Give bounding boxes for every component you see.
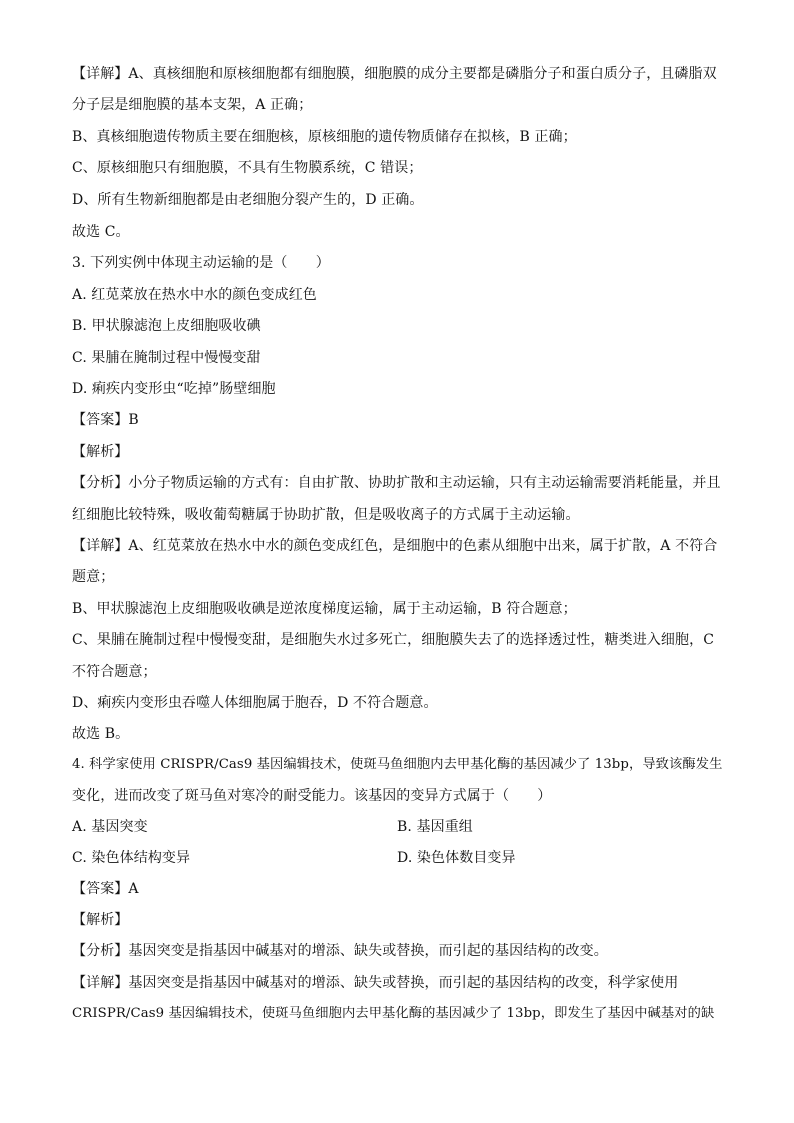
question-3-detail-d: D、痢疾内变形虫吞噬人体细胞属于胞吞，D 不符合题意。 [72, 695, 438, 711]
question-3-detail-a-line-2: 题意； [72, 569, 115, 585]
q2-conclusion: 故选 C。 [72, 224, 130, 240]
detail-q2-option-b: B、真核细胞遗传物质主要在细胞核，原核细胞的遗传物质储存在拟核，B 正确； [72, 129, 577, 145]
question-3-detail-c-line-2: 不符合题意； [72, 664, 157, 680]
question-4-analysis-heading: 【解析】 [72, 912, 129, 928]
question-3-option-a: A. 红苋菜放在热水中水的颜色变成红色 [72, 287, 317, 303]
question-4-option-d: D. 染色体数目变异 [397, 850, 516, 866]
question-3-conclusion: 故选 B。 [72, 726, 130, 742]
detail-q2-line-1: 【详解】A、真核细胞和原核细胞都有细胞膜，细胞膜的成分主要都是磷脂分子和蛋白质分子，且磷脂双 [72, 66, 717, 82]
question-4-stem-line-1: 4. 科学家使用 CRISPR/Cas9 基因编辑技术，使斑马鱼细胞内去甲基化酶的基因减少了 13bp，导致该酶发生 [72, 757, 723, 772]
question-3-analysis-line-1: 【分析】小分子物质运输的方式有：自由扩散、协助扩散和主动运输，只有主动运输需要消耗能量，并且 [72, 475, 721, 491]
question-4-option-a: A. 基因突变 [72, 819, 148, 835]
question-3-answer: 【答案】B [72, 412, 139, 428]
question-4-option-b: B. 基因重组 [397, 819, 473, 835]
detail-q2-option-d: D、所有生物新细胞都是由老细胞分裂产生的，D 正确。 [72, 192, 424, 208]
question-3-option-d: D. 痢疾内变形虫“吃掉”肠壁细胞 [72, 381, 276, 397]
question-3-option-c: C. 果脯在腌制过程中慢慢变甜 [72, 350, 261, 366]
question-3-detail-c-line-1: C、果脯在腌制过程中慢慢变甜，是细胞失水过多死亡，细胞膜失去了的选择透过性，糖类进入细胞，C [72, 632, 715, 648]
question-4-stem-line-2: 变化，进而改变了斑马鱼对寒冷的耐受能力。该基因的变异方式属于（ ） [72, 788, 552, 804]
question-4-analysis: 【分析】基因突变是指基因中碱基对的增添、缺失或替换，而引起的基因结构的改变。 [72, 943, 608, 959]
question-3-detail-b: B、甲状腺滤泡上皮细胞吸收碘是逆浓度梯度运输，属于主动运输，B 符合题意； [72, 601, 577, 617]
question-4-detail-line-1: 【详解】基因突变是指基因中碱基对的增添、缺失或替换，而引起的基因结构的改变，科学家使用 [72, 975, 679, 991]
question-4-detail-line-2: CRISPR/Cas9 基因编辑技术，使斑马鱼细胞内去甲基化酶的基因减少了 13bp，即发生了基因中碱基对的缺 [72, 1006, 715, 1021]
question-3-analysis-heading: 【解析】 [72, 444, 129, 460]
detail-q2-line-2: 分子层是细胞膜的基本支架，A 正确； [72, 97, 313, 113]
question-3-option-b: B. 甲状腺滤泡上皮细胞吸收碘 [72, 318, 261, 334]
question-4-answer: 【答案】A [72, 881, 139, 897]
question-3-analysis-line-2: 红细胞比较特殊，吸收葡萄糖属于协助扩散，但是吸收离子的方式属于主动运输。 [72, 507, 580, 523]
question-3-stem: 3. 下列实例中体现主动运输的是（ ） [72, 255, 330, 271]
question-4-option-c: C. 染色体结构变异 [72, 850, 191, 866]
detail-q2-option-c: C、原核细胞只有细胞膜，不具有生物膜系统，C 错误； [72, 160, 423, 176]
question-3-detail-a-line-1: 【详解】A、红苋菜放在热水中水的颜色变成红色，是细胞中的色素从细胞中出来，属于扩散，A 不符合 [72, 538, 718, 554]
